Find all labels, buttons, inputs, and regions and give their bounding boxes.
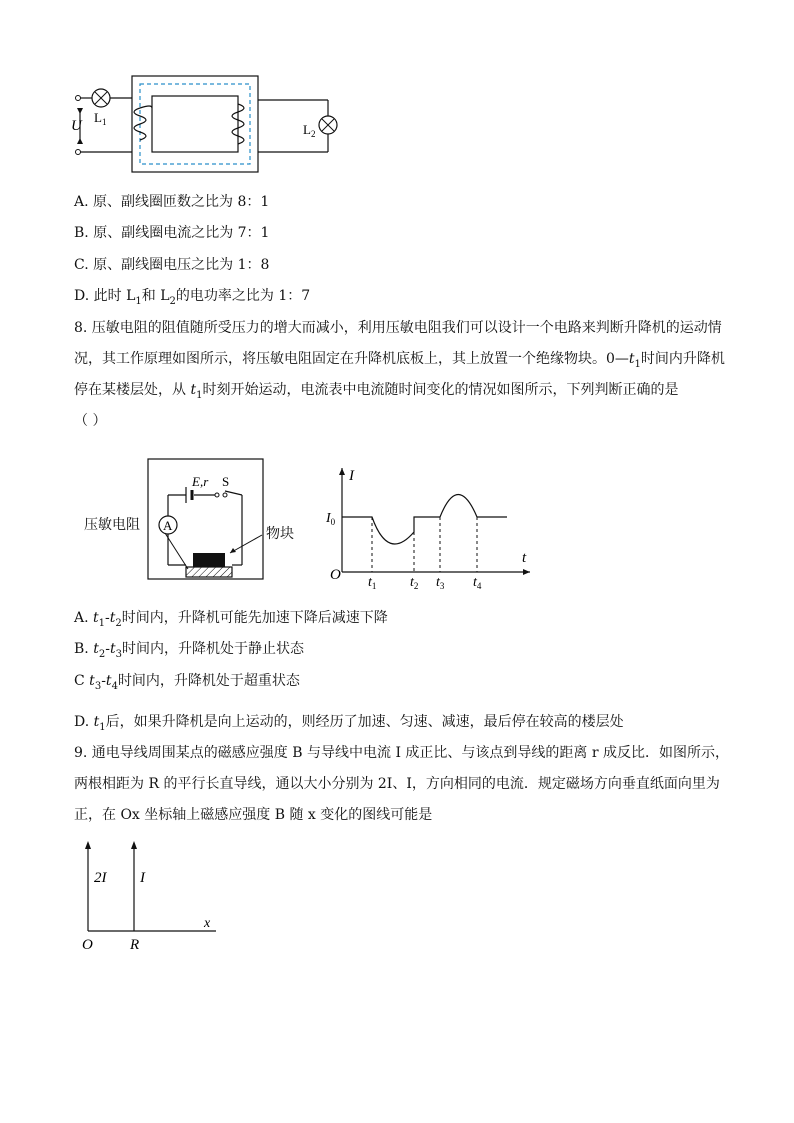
q9-stem-line-2: 两根相距为 R 的平行长直导线，通以大小分别为 2I、I，方向相同的电流．规定磁场方向垂直纸面向里为: [74, 776, 720, 792]
svg-text:A: A: [163, 518, 173, 533]
graph-origin: O: [330, 567, 341, 583]
q7-option-a[interactable]: A. 原、副线圈匝数之比为 8：1: [74, 194, 270, 210]
origin-label: O: [82, 937, 93, 953]
lamp-l1-icon: [92, 89, 110, 107]
tick-t1: $t_1$: [368, 575, 377, 590]
wire-i-arrow-icon: [131, 841, 137, 849]
l1-label: $L_1$: [94, 110, 107, 127]
q8-stem-line-3: 停在某楼层处，从 $t_1$时刻开始运动，电流表中电流随时间变化的情况如图所示，下列判断正确的是: [74, 382, 679, 401]
tick-t4: $t_4$: [473, 575, 482, 590]
q8-option-c[interactable]: C $t_3-t_4$时间内，升降机处于超重状态: [74, 673, 300, 692]
tick-t2: $t_2$: [410, 575, 419, 590]
q7-option-d[interactable]: D. 此时 $L_1$和 $L_2$的电功率之比为 1：7: [74, 288, 311, 307]
current-time-graph: [322, 462, 542, 590]
pressure-resistor: [186, 567, 232, 577]
switch-label: S: [222, 474, 230, 489]
tick-t3: $t_3$: [436, 575, 445, 590]
l2-label: $L_2$: [303, 122, 316, 139]
emf-label: E,r: [192, 474, 209, 489]
q8-stem-line-2: 况，其工作原理如图所示，将压敏电阻固定在升降机底板上，其上放置一个绝缘物块。$0—t_1$时间内升降机: [74, 351, 725, 370]
q7-option-c[interactable]: C. 原、副线圈电压之比为 1：8: [74, 257, 270, 273]
graph-i0-label: $I_0$: [326, 511, 336, 527]
graph-xlabel: t: [522, 550, 527, 566]
wire-i-label: I: [140, 870, 145, 886]
x-axis-label: x: [204, 916, 211, 931]
q9-stem-line-3: 正，在 Ox 坐标轴上磁感应强度 B 随 x 变化的图线可能是: [74, 807, 433, 823]
q8-option-a[interactable]: A. $t_1-t_2$时间内，升降机可能先加速下降后减速下降: [74, 610, 388, 629]
voltage-label: U: [71, 118, 82, 134]
q8-option-b[interactable]: B. $t_2-t_3$时间内，升降机处于静止状态: [74, 641, 304, 660]
wire-2i-arrow-icon: [85, 841, 91, 849]
transformer-figure: [70, 70, 350, 180]
q8-answer-blank: （ ）: [74, 413, 107, 429]
block-label: 物块: [266, 526, 294, 542]
current-curve: [342, 495, 507, 545]
q7-option-b[interactable]: B. 原、副线圈电流之比为 7：1: [74, 225, 270, 241]
wire-2i-label: 2I: [94, 870, 107, 886]
q8-stem-line-1: 8. 压敏电阻的阻值随所受压力的增大而减小，利用压敏电阻我们可以设计一个电路来判断升降机的运动情: [74, 320, 722, 336]
r-label: R: [130, 937, 140, 953]
graph-ylabel: I: [349, 468, 354, 484]
ammeter-icon: [159, 516, 177, 534]
parallel-wires-figure: [76, 835, 226, 955]
insulating-block: [193, 553, 225, 567]
lamp-l2-icon: [319, 116, 337, 134]
q9-stem-line-1: 9. 通电导线周围某点的磁感应强度 B 与导线中电流 I 成正比、与该点到导线的距离 r 成反比．如图所示，: [74, 745, 730, 761]
q8-option-d[interactable]: D. $t_1$后，如果升降机是向上运动的，则经历了加速、匀速、减速，最后停在较高的楼层处: [74, 714, 624, 733]
primary-coil: [134, 106, 152, 140]
resistor-label: 压敏电阻: [84, 517, 140, 533]
